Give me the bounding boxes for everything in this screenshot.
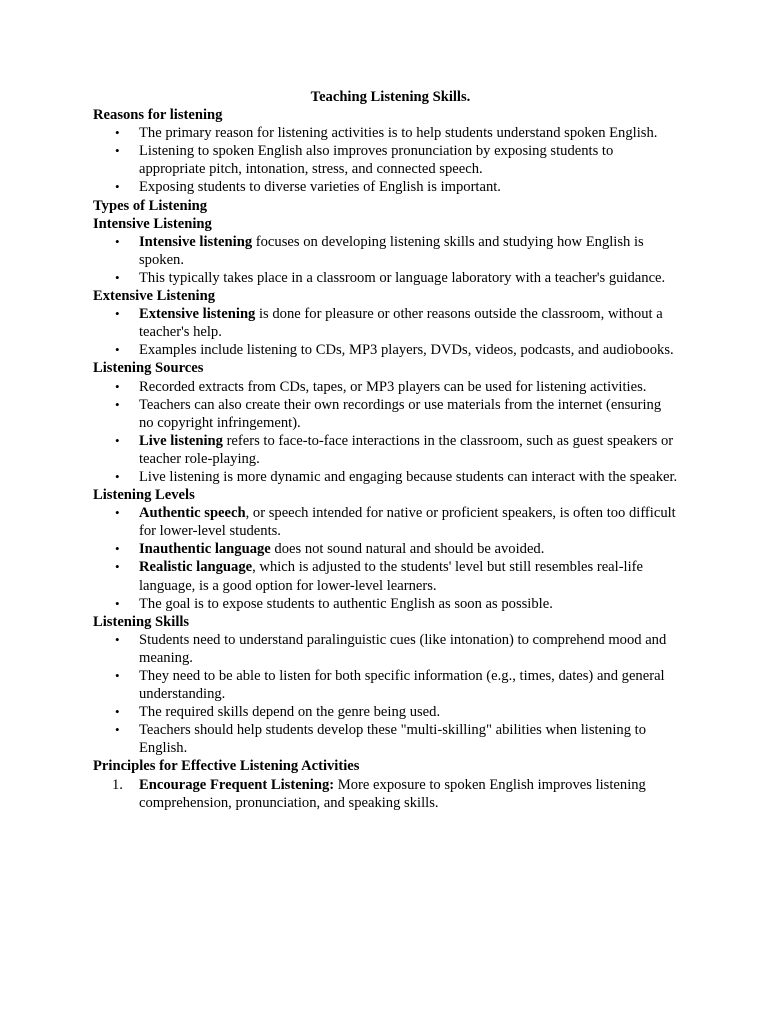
numbered-list <box>93 776 678 812</box>
bullet-icon: • <box>115 704 120 720</box>
bullet-icon: • <box>115 541 120 557</box>
list-item <box>93 269 678 287</box>
list-item-text: , which is adjusted to the students' level but still resembles real-life language, is a good option for lower-level learners. <box>139 559 644 594</box>
list-item <box>93 721 678 757</box>
list-item-text: The goal is to expose students to authentic English as soon as possible. <box>139 595 553 612</box>
list-item <box>93 378 678 396</box>
list-item <box>93 631 678 667</box>
document-body <box>93 106 678 812</box>
list-item-text: Teachers should help students develop these "multi-skilling" abilities when listening to English. <box>139 722 646 757</box>
bullet-icon: • <box>115 595 120 611</box>
list-item-text: does not sound natural and should be avoided. <box>270 541 545 558</box>
list-item-text: More exposure to spoken English improves listening comprehension, pronunciation, and speaking skills. <box>139 776 646 811</box>
section-heading: Listening Sources <box>93 360 204 377</box>
list-item-text: is done for pleasure or other reasons outside the classroom, without a teacher's help. <box>139 306 663 341</box>
bullet-icon: • <box>115 233 120 249</box>
list-item <box>93 558 678 594</box>
list-item-text: Live listening is more dynamic and engaging because students can interact with the speaker. <box>139 468 678 485</box>
list-item <box>93 504 678 540</box>
list-item-text: Teachers can also create their own recordings or use materials from the internet (ensuring no copyright infringement). <box>139 396 662 431</box>
section-heading: Types of Listening <box>93 197 208 214</box>
list-item <box>93 667 678 703</box>
list-item-text: The primary reason for listening activities is to help students understand spoken English. <box>139 125 658 142</box>
section-heading: Reasons for listening <box>93 107 223 124</box>
list-item <box>93 595 678 613</box>
list-item <box>93 776 678 812</box>
list-item-bold-term: Inauthentic language <box>139 541 271 558</box>
list-item-text: , or speech intended for native or proficient speakers, is often too difficult for lower-level students. <box>139 505 676 540</box>
document-title: Teaching Listening Skills. <box>310 89 471 105</box>
list-item-text: The required skills depend on the genre being used. <box>139 704 441 721</box>
list-item-text: focuses on developing listening skills and studying how English is spoken. <box>139 233 644 268</box>
list-item <box>93 396 678 432</box>
bullet-icon: • <box>115 396 120 412</box>
list-item-bold-term: Authentic speech <box>139 505 246 522</box>
list-item <box>93 341 678 359</box>
bullet-icon: • <box>115 668 120 683</box>
bullet-icon: • <box>115 143 120 159</box>
list-number: 1. <box>112 776 123 793</box>
list-item-text: refers to face-to-face interactions in the classroom, such as guest speakers or teacher role-playing. <box>139 432 674 467</box>
list-item-text: This typically takes place in a classroom or language laboratory with a teacher's guidance. <box>139 269 666 286</box>
list-item-bold-term: Encourage Frequent Listening: <box>139 776 335 793</box>
bullet-list <box>93 504 678 613</box>
list-item <box>93 540 678 558</box>
bullet-icon: • <box>115 559 120 575</box>
list-item <box>93 142 678 178</box>
list-item-bold-term: Live listening <box>139 432 223 449</box>
bullet-icon: • <box>115 342 120 358</box>
bullet-list <box>93 631 678 758</box>
list-item <box>93 124 678 142</box>
bullet-list <box>93 233 678 287</box>
list-item-text: Listening to spoken English also improves pronunciation by exposing students to appropriate pitch, intonation, stress, and connected speech. <box>139 143 614 178</box>
section-heading: Extensive Listening <box>93 288 216 305</box>
list-item-text: Recorded extracts from CDs, tapes, or MP3 players can be used for listening activities. <box>139 378 647 395</box>
bullet-icon: • <box>115 722 120 738</box>
list-item <box>93 233 678 269</box>
bullet-icon: • <box>115 179 120 195</box>
list-item-text: Students need to understand paralinguistic cues (like intonation) to comprehend mood and meaning. <box>139 631 667 666</box>
bullet-icon: • <box>115 125 120 141</box>
bullet-icon: • <box>115 468 120 484</box>
list-item-text: Exposing students to diverse varieties of English is important. <box>139 179 501 196</box>
bullet-list <box>93 305 678 359</box>
list-item-bold-term: Intensive listening <box>139 233 253 250</box>
bullet-icon: • <box>115 432 120 448</box>
bullet-icon: • <box>115 306 120 322</box>
bullet-icon: • <box>115 269 120 285</box>
list-item <box>93 305 678 341</box>
list-item-bold-term: Extensive listening <box>139 306 256 323</box>
bullet-icon: • <box>115 505 120 521</box>
bullet-list <box>93 124 678 196</box>
list-item <box>93 432 678 468</box>
list-item <box>93 468 678 486</box>
list-item <box>93 178 678 196</box>
section-heading: Listening Skills <box>93 613 190 630</box>
list-item <box>93 703 678 721</box>
section-heading: Intensive Listening <box>93 215 212 232</box>
section-heading: Listening Levels <box>93 487 195 504</box>
section-heading: Principles for Effective Listening Activities <box>93 758 360 775</box>
list-item-text: They need to be able to listen for both specific information (e.g., times, dates) and general understanding. <box>139 668 665 703</box>
list-item-bold-term: Realistic language <box>139 559 253 576</box>
list-item-text: Examples include listening to CDs, MP3 players, DVDs, videos, podcasts, and audiobooks. <box>139 342 674 359</box>
bullet-icon: • <box>115 378 120 394</box>
bullet-list <box>93 378 678 487</box>
bullet-icon: • <box>115 631 120 647</box>
